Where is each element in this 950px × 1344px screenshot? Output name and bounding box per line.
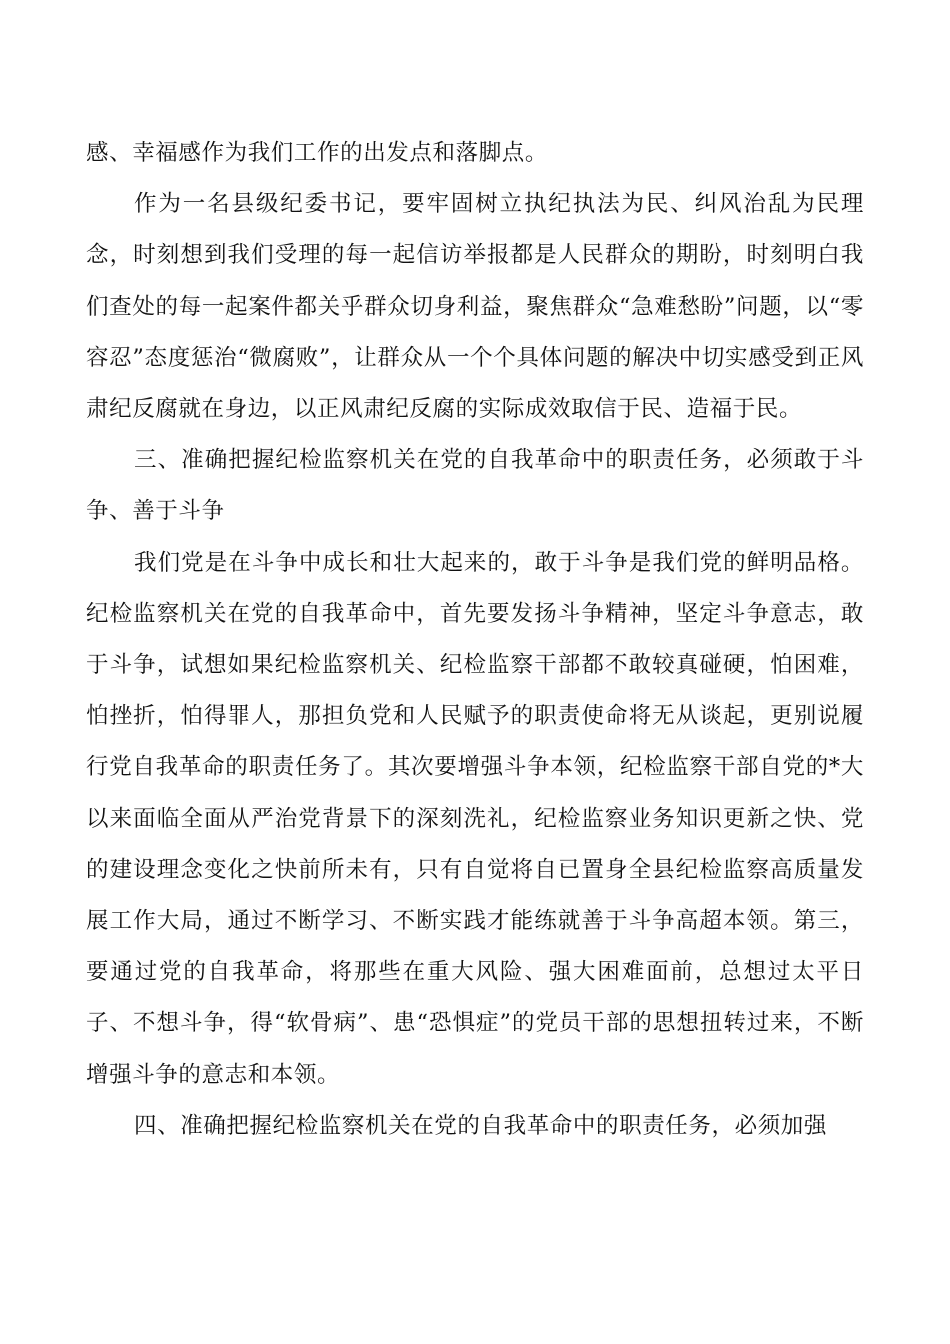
section-heading-three: 三、准确把握纪检监察机关在党的自我革命中的职责任务，必须敢于斗争、善于斗争 <box>86 447 864 525</box>
document-body <box>86 128 864 1152</box>
section-heading-four: 四、准确把握纪检监察机关在党的自我革命中的职责任务，必须加强 <box>134 1112 828 1139</box>
paragraph-county-secretary: 作为一名县级纪委书记，要牢固树立执纪执法为民、纠风治乱为民理念，时刻想到我们受理的每一起信访举报都是人民群众的期盼，时刻明白我们查处的每一起案件都关乎群众切身利益，聚焦群众“急难愁盼”问题，以“零容忍”态度惩治“微腐败”，让群众从一个个具体问题的解决中切实感受到正风肃纪反腐就在身边，以正风肃纪反腐的实际成效取信于民、造福于民。 <box>86 191 864 423</box>
paragraph-continuation: 感、幸福感作为我们工作的出发点和落脚点。 <box>86 140 549 166</box>
paragraph-struggle: 我们党是在斗争中成长和壮大起来的，敢于斗争是我们党的鲜明品格。纪检监察机关在党的自我革命中，首先要发扬斗争精神，坚定斗争意志，敢于斗争，试想如果纪检监察机关、纪检监察干部都不敢较真碰硬，怕困难，怕挫折，怕得罪人，那担负党和人民赋予的职责使命将无从谈起，更别说履行党自我革命的职责任务了。其次要增强斗争本领，纪检监察干部自党的*大以来面临全面从严治党背景下的深刻洗礼，纪检监察业务知识更新之快、党的建设理念变化之快前所未有，只有自觉将自已置身全县纪检监察高质量发展工作大局，通过不断学习、不断实践才能练就善于斗争高超本领。第三，要通过党的自我革命，将那些在重大风险、强大困难面前，总想过太平日子、不想斗争，得“软骨病”、患“恐惧症”的党员干部的思想扭转过来，不断增强斗争的意志和本领。 <box>86 549 864 1088</box>
